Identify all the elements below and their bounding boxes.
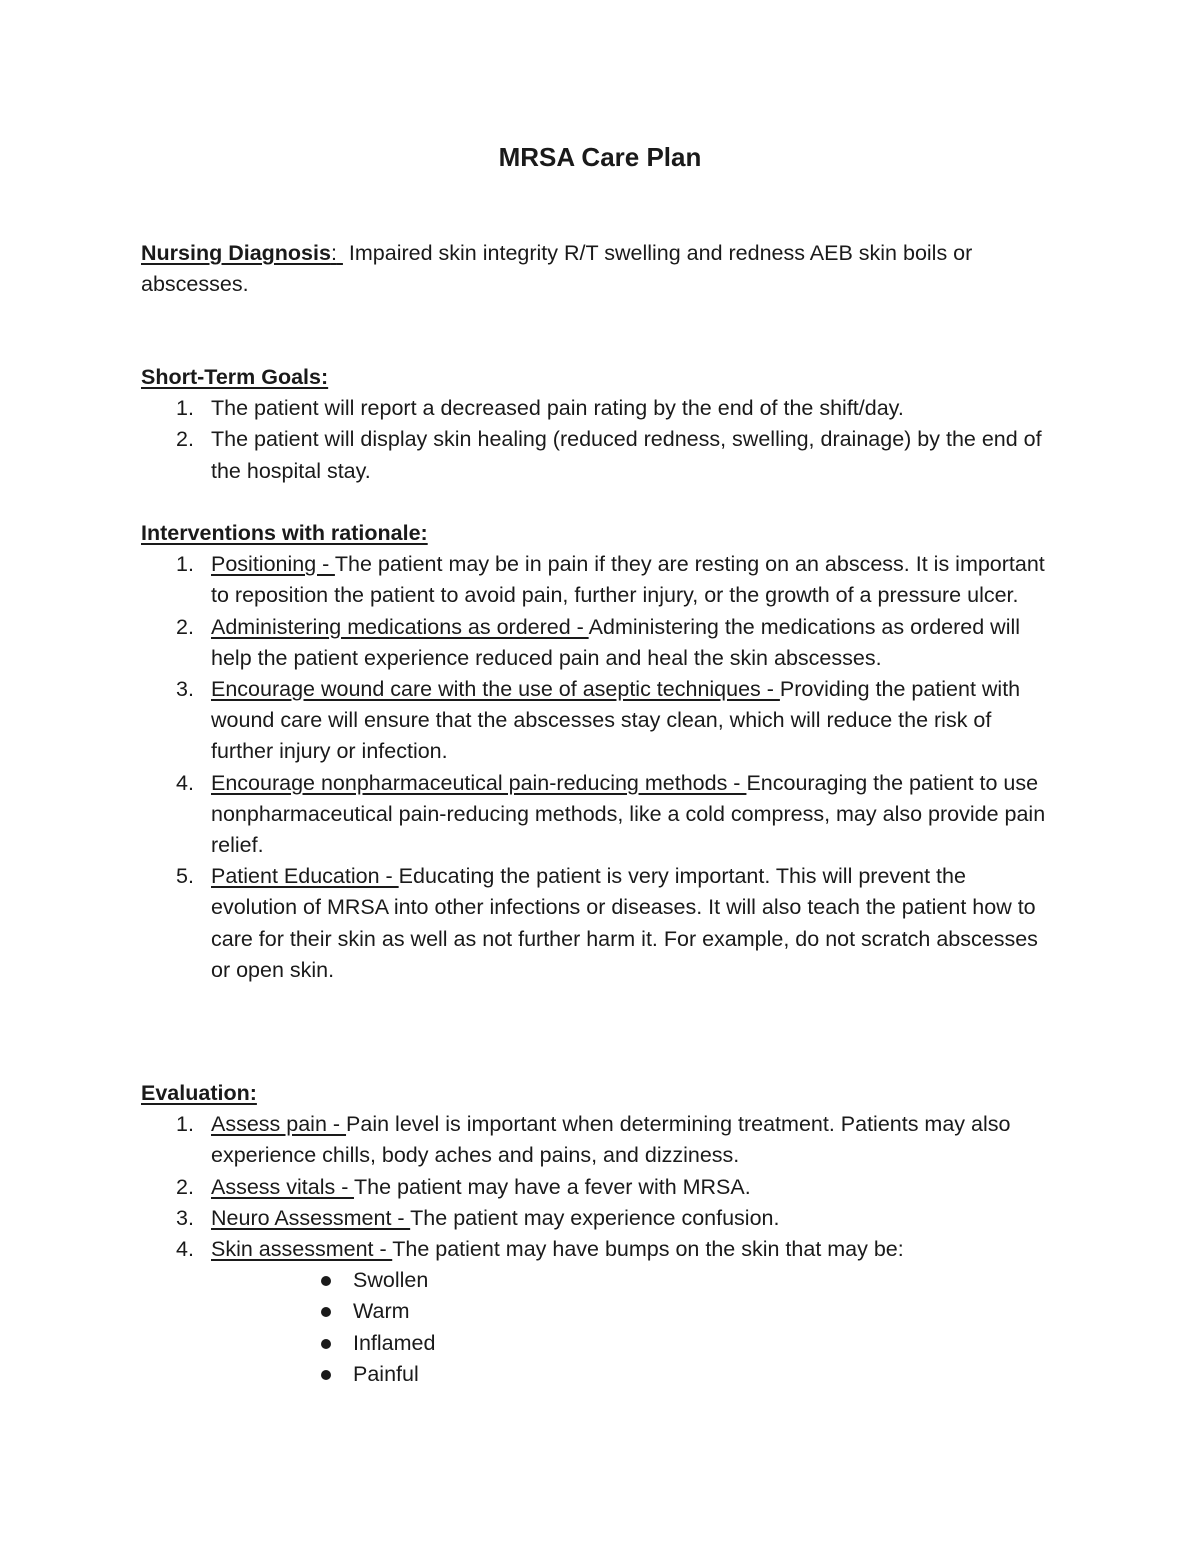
goals-list <box>141 393 1056 487</box>
item-text: The patient may have a fever with MRSA. <box>353 1174 751 1199</box>
goals-section <box>141 362 1056 487</box>
item-term: Assess vitals - <box>211 1174 354 1199</box>
list-item <box>141 674 1056 768</box>
list-item <box>141 861 1056 986</box>
item-number: 4. <box>176 770 194 795</box>
bullet-text: Swollen <box>353 1268 429 1293</box>
item-number: 4. <box>176 1237 194 1262</box>
item-number: 5. <box>176 864 194 889</box>
item-text: Educating the patient is very important. This will prevent the evolution of MRSA into other infections or diseases. It will also teach the patient how to care for their skin as well as not further harm it. For example, do not scratch abscesses or open skin. <box>211 864 1038 982</box>
list-item <box>141 424 1056 486</box>
item-term: Positioning - <box>211 552 335 577</box>
item-number: 2. <box>176 614 194 639</box>
item-text: The patient will display skin healing (reduced redness, swelling, drainage) by the end of the hospital stay. <box>211 427 1042 483</box>
item-text: Pain level is important when determining treatment. Patients may also experience chills, body aches and pains, and dizziness. <box>211 1112 1011 1168</box>
bullet-icon <box>321 1276 331 1286</box>
bullet-text: Warm <box>353 1299 410 1324</box>
interventions-section <box>141 518 1056 986</box>
list-item <box>141 393 1056 424</box>
item-number: 1. <box>176 396 194 421</box>
evaluation-section <box>141 1078 1056 1390</box>
bullet-item <box>141 1328 1056 1359</box>
diagnosis-section <box>141 238 1056 300</box>
evaluation-heading: Evaluation: <box>141 1081 257 1105</box>
bullet-item <box>141 1359 1056 1390</box>
item-number: 1. <box>176 552 194 577</box>
skin-findings-list <box>141 1265 1056 1390</box>
bullet-text: Inflamed <box>353 1330 436 1355</box>
list-item <box>141 1172 1056 1203</box>
item-text: Encouraging the patient to use nonpharmaceutical pain-reducing methods, like a cold compress, may also provide pain relief. <box>211 770 1046 858</box>
bullet-icon <box>321 1370 331 1380</box>
item-text: The patient may have bumps on the skin that may be: <box>392 1237 904 1262</box>
item-term: Skin assessment - <box>211 1237 393 1262</box>
list-item <box>141 768 1056 862</box>
item-number: 3. <box>176 1205 194 1230</box>
page-title: MRSA Care Plan <box>498 142 702 172</box>
item-text: The patient may experience confusion. <box>410 1205 780 1230</box>
interventions-list <box>141 549 1056 986</box>
item-number: 3. <box>176 677 194 702</box>
bullet-item <box>141 1296 1056 1327</box>
item-text: The patient will report a decreased pain rating by the end of the shift/day. <box>211 396 904 421</box>
item-term: Administering medications as ordered - <box>211 614 589 639</box>
item-term: Encourage nonpharmaceutical pain-reducing methods - <box>211 770 747 795</box>
item-text: The patient may be in pain if they are resting on an abscess. It is important to reposition the patient to avoid pain, further injury, or the growth of a pressure ulcer. <box>211 552 1045 608</box>
bullet-item <box>141 1265 1056 1296</box>
item-number: 2. <box>176 1174 194 1199</box>
item-term: Patient Education - <box>211 864 399 889</box>
item-text: Providing the patient with wound care will ensure that the abscesses stay clean, which will reduce the risk of further injury or infection. <box>211 677 1021 764</box>
item-term: Neuro Assessment - <box>211 1205 411 1230</box>
bullet-text: Painful <box>353 1361 419 1386</box>
diagnosis-label: Nursing Diagnosis: <box>141 241 337 265</box>
item-number: 2. <box>176 427 194 452</box>
evaluation-list <box>141 1109 1056 1265</box>
list-item <box>141 1203 1056 1234</box>
list-item <box>141 612 1056 674</box>
bullet-icon <box>321 1339 331 1349</box>
list-item <box>141 1234 1056 1265</box>
interventions-heading: Interventions with rationale: <box>141 521 428 545</box>
diagnosis-paragraph <box>141 238 1056 300</box>
item-term: Encourage wound care with the use of aseptic techniques - <box>211 677 780 702</box>
goals-heading: Short-Term Goals: <box>141 365 329 389</box>
bullet-icon <box>321 1307 331 1317</box>
item-number: 1. <box>176 1112 194 1137</box>
list-item <box>141 1109 1056 1171</box>
item-term: Assess pain - <box>211 1112 347 1137</box>
list-item <box>141 549 1056 611</box>
item-text: Administering the medications as ordered will help the patient experience reduced pain and heal the skin abscesses. <box>211 614 1021 670</box>
diagnosis-text: Impaired skin integrity R/T swelling and redness AEB skin boils or abscesses. <box>141 241 973 297</box>
